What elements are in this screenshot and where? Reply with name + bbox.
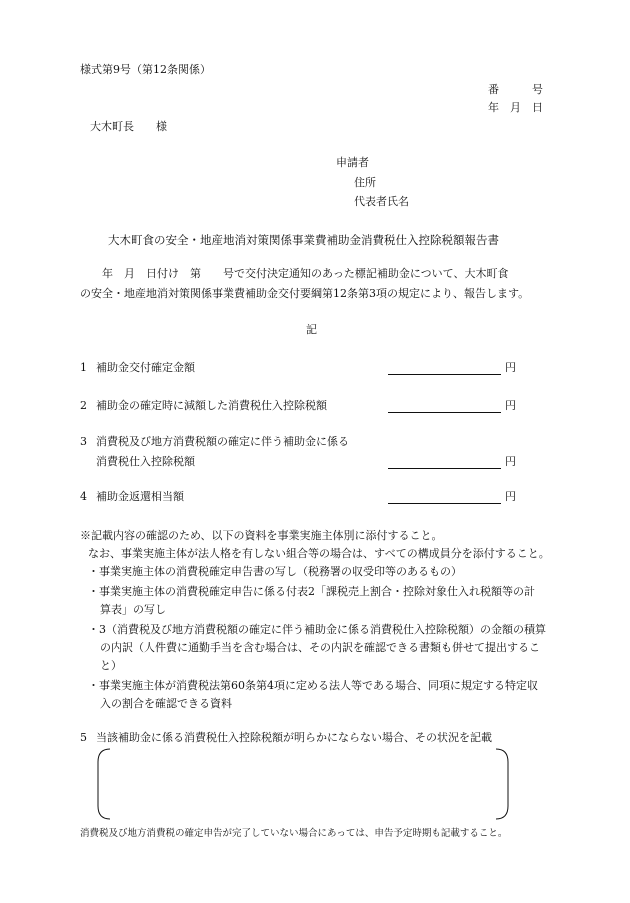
item-4-label: 補助金返還相当額	[96, 490, 184, 503]
note-sub: なお、事業実施主体が法人格を有しない組合等の場合は、すべての構成員分を添付すること。	[88, 547, 550, 560]
item-4-number: 4	[80, 490, 87, 503]
item-5-number: 5	[80, 731, 87, 744]
item-5-description-box[interactable]	[96, 748, 510, 820]
footer-note: 消費税及び地方消費税の確定申告が完了していない場合にあっては、申告予定時期も記載すること。	[80, 828, 508, 839]
representative-name-label: 代表者氏名	[354, 195, 409, 208]
note-bullet-1: ・事業実施主体の消費税確定申告書の写し（税務署の収受印等のあるもの）	[88, 565, 462, 578]
note-bullet-3-line-1: ・3（消費税及び地方消費税額の確定に伴う補助金に係る消費税仕入控除税額）の金額の積算	[88, 623, 546, 636]
note-main: ※記載内容の確認のため、以下の資料を事業実施主体別に添付すること。	[80, 529, 443, 542]
note-bullet-3-line-3: と）	[100, 659, 122, 672]
item-2-label: 補助金の確定時に減額した消費税仕入控除税額	[96, 399, 327, 412]
bracket-frame-icon	[96, 748, 510, 820]
item-2-number: 2	[80, 399, 87, 412]
item-4-amount-line[interactable]	[388, 489, 501, 504]
item-3-label-line-1: 消費税及び地方消費税額の確定に伴う補助金に係る	[96, 435, 349, 448]
address-label: 住所	[354, 176, 376, 189]
item-5-label: 当該補助金に係る消費税仕入控除税額が明らかにならない場合、その状況を記載	[96, 731, 492, 744]
form-number: 様式第9号（第12条関係）	[80, 63, 211, 76]
item-2-amount-line[interactable]	[388, 398, 501, 413]
addressee: 大木町長 様	[90, 120, 167, 133]
item-3-unit: 円	[505, 455, 516, 468]
item-3-label-line-2: 消費税仕入控除税額	[96, 455, 195, 468]
note-bullet-2-line-2: 算表」の写し	[100, 603, 166, 616]
note-bullet-4-line-1: ・事業実施主体が消費税法第60条第4項に定める法人等である場合、同項に規定する特定収	[88, 679, 538, 692]
document-title: 大木町食の安全・地産地消対策関係事業費補助金消費税仕入控除税額報告書	[108, 233, 499, 247]
date-label: 年 月 日	[488, 101, 543, 114]
item-4-unit: 円	[505, 490, 516, 503]
item-1-label: 補助金交付確定金額	[96, 361, 195, 374]
ki-heading: 記	[306, 323, 317, 336]
note-bullet-4-line-2: 入の割合を確認できる資料	[100, 697, 232, 710]
document-number-label: 番 号	[488, 83, 543, 96]
item-1-amount-line[interactable]	[388, 360, 501, 375]
item-3-amount-line[interactable]	[388, 454, 501, 469]
item-3-number: 3	[80, 435, 87, 448]
note-bullet-2-line-1: ・事業実施主体の消費税確定申告に係る付表2「課税売上割合・控除対象仕入れ税額等の計	[88, 585, 535, 598]
item-2-unit: 円	[505, 399, 516, 412]
note-bullet-3-line-2: の内訳（人件費に通勤手当を含む場合は、その内訳を確認できる書類も併せて提出するこ	[100, 641, 540, 654]
item-1-unit: 円	[505, 361, 516, 374]
item-1-number: 1	[80, 361, 87, 374]
applicant-label: 申請者	[336, 156, 369, 169]
intro-line-2: の安全・地産地消対策関係事業費補助金交付要綱第12条第3項の規定により、報告します。	[80, 287, 530, 300]
intro-line-1: 年 月 日付け 第 号で交付決定通知のあった標記補助金について、大木町食	[80, 267, 509, 280]
